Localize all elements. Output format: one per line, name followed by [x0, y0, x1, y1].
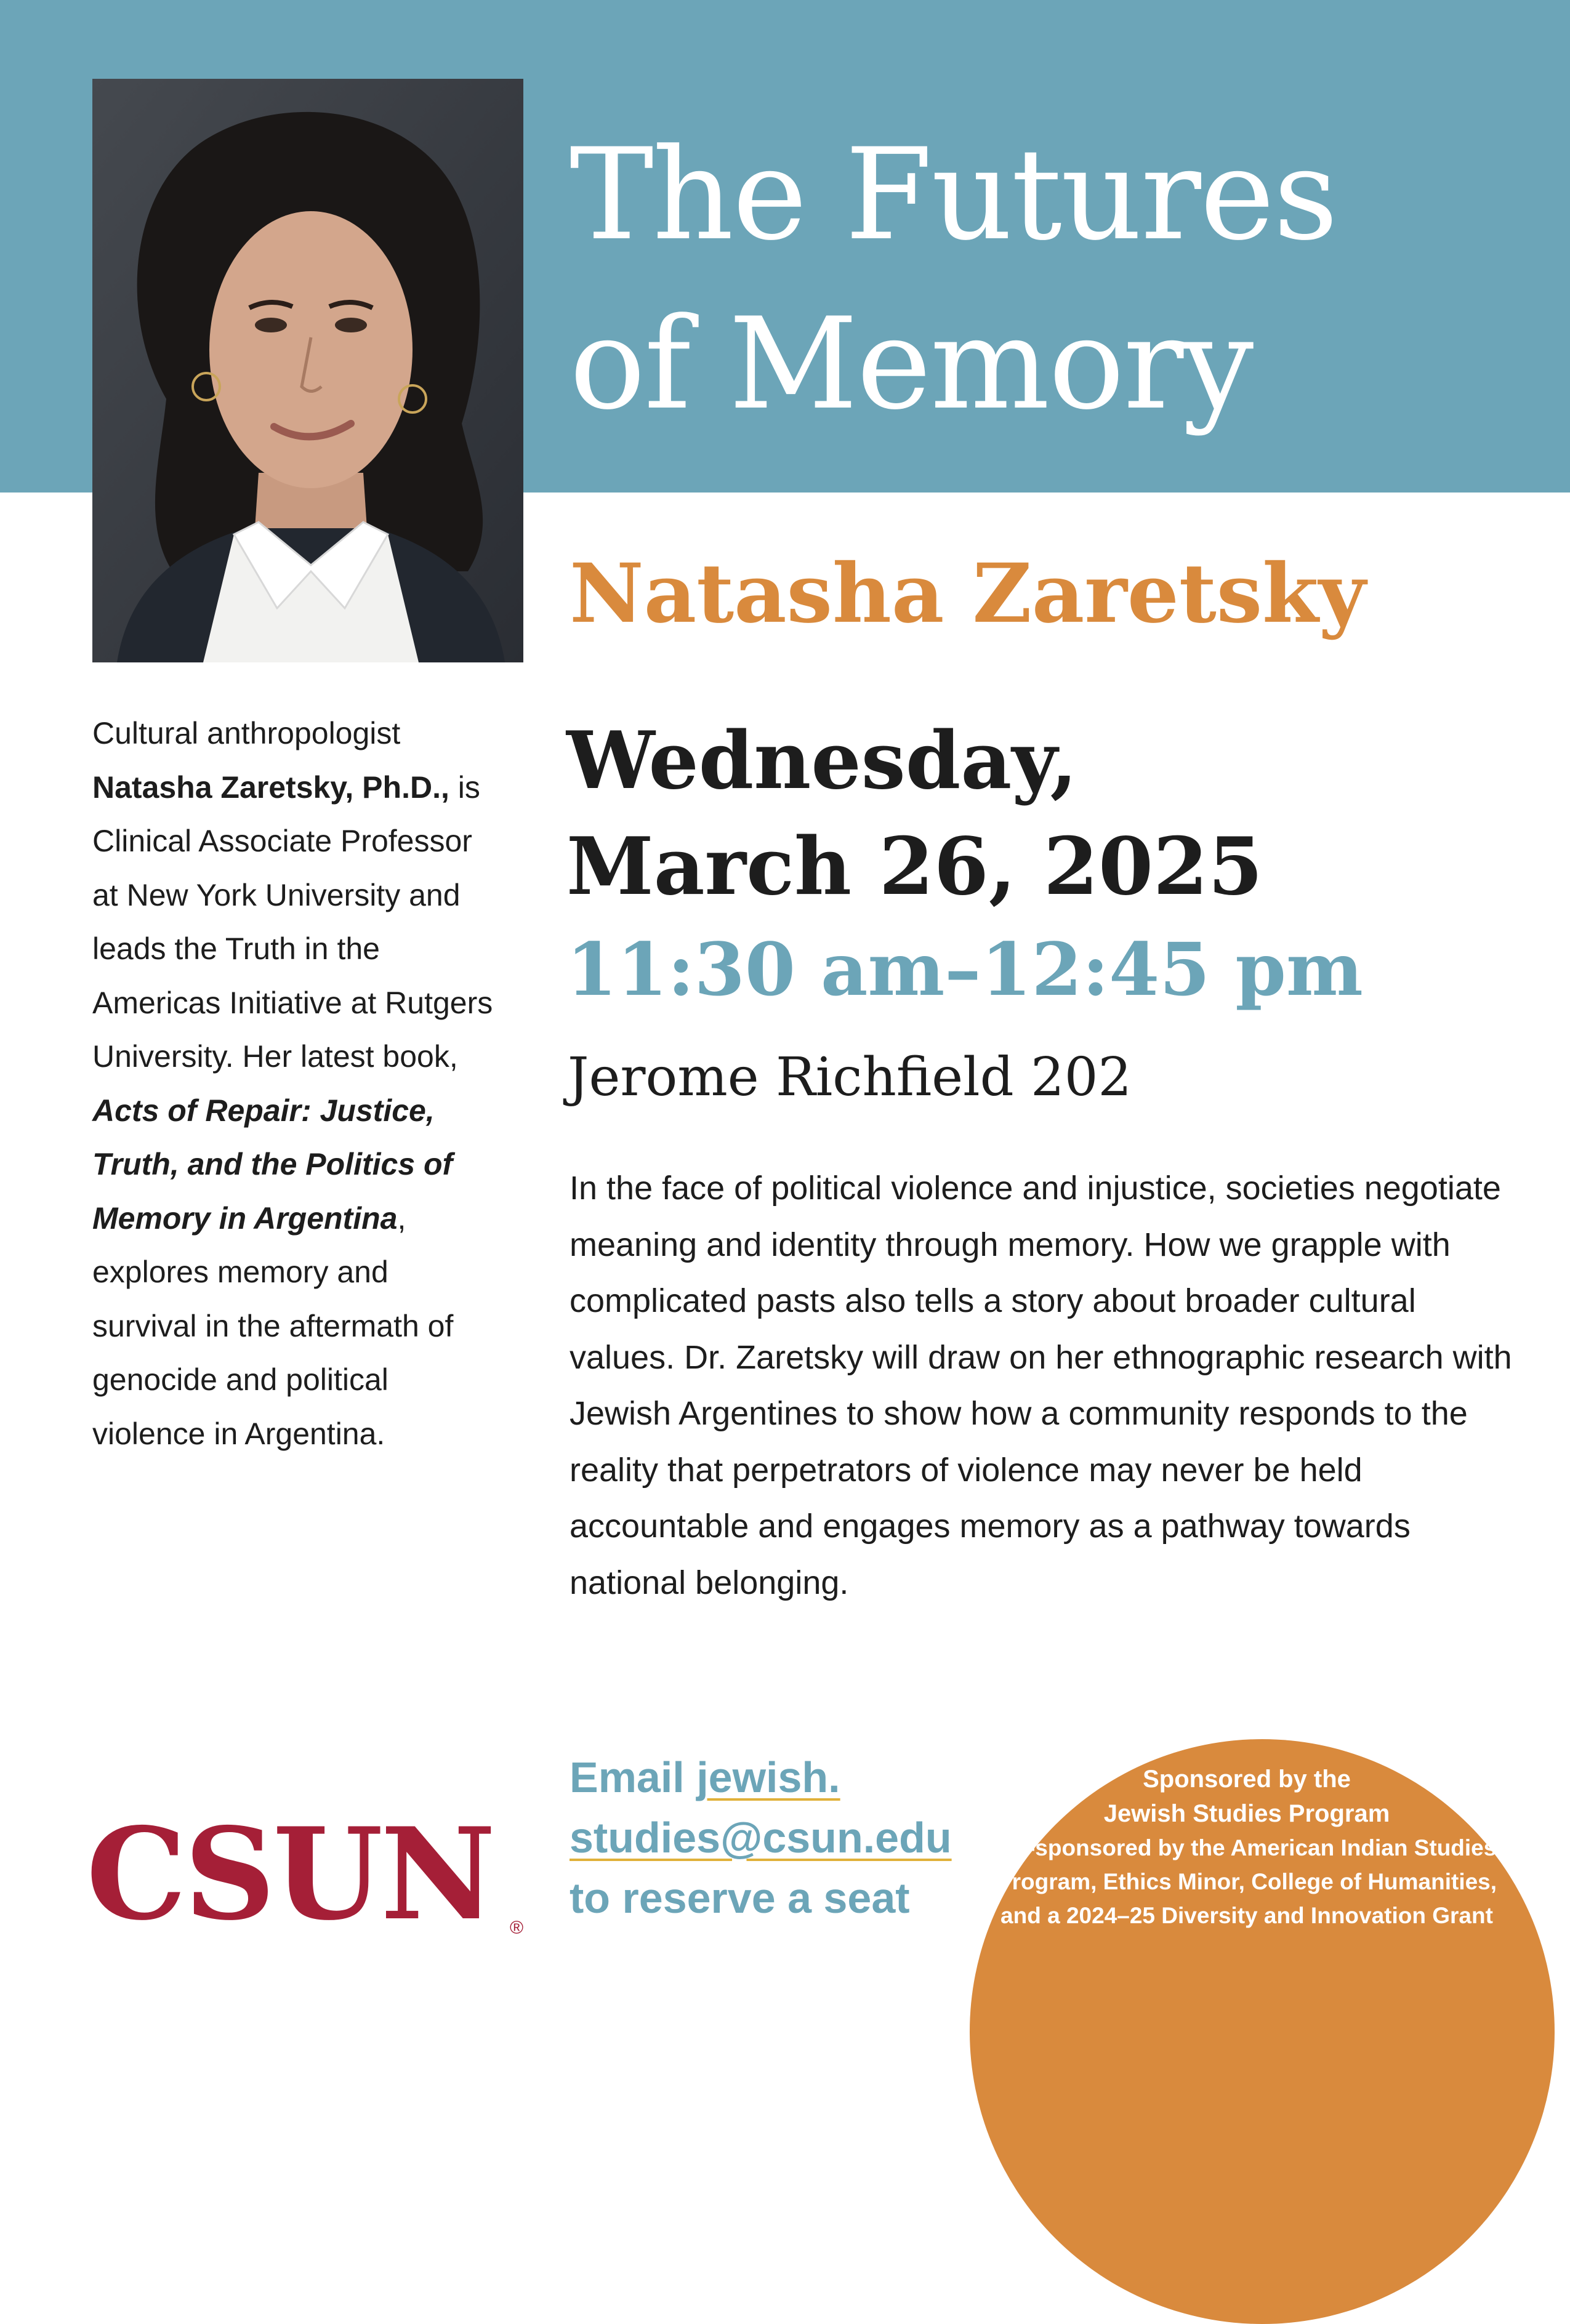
event-title [570, 111, 1530, 449]
bio-name: Natasha Zaretsky, Ph.D., [92, 770, 449, 805]
csun-logo: CSUN [86, 1801, 494, 1948]
event-description: In the face of political violence and injustice, societies negotiate meaning and identity through memory. How we grapple with complicated pasts also tells a story about broader cultural values. Dr. Zaretsky will draw on her ethnographic research with Jewish Argentines to show how a community responds to the reality that perpetrators of violence may never be held accountable and engages memory as a pathway towards national belonging. [570, 1170, 1512, 1601]
event-day: Wednesday, [566, 715, 1077, 807]
event-date-text: March 26, 2025 [566, 821, 1263, 913]
rsvp-prefix: Email [570, 1753, 697, 1801]
title-line-1: The Futures [570, 122, 1337, 268]
sponsor-line-1: Sponsored by the [1143, 1766, 1351, 1793]
speaker-photo [92, 79, 523, 662]
event-venue: Jerome Richfield 202 [568, 1047, 1132, 1108]
sponsor-line-2: Jewish Studies Program [1103, 1800, 1390, 1827]
rsvp-email-part-2: studies@csun.edu [570, 1814, 952, 1862]
bio-intro: Cultural anthropologist [92, 716, 401, 750]
registered-mark: ® [510, 1918, 524, 1938]
rsvp-suffix: to reserve a seat [570, 1874, 910, 1922]
title-line-2: of Memory [570, 291, 1253, 438]
bio-text-1: is Clinical Associate Professor at New York University and leads the Truth in the Americas Initiative at Rutgers University. Her latest book, [92, 770, 493, 1074]
bio-book-title: Acts of Repair: Justice, Truth, and the Politics of Memory in Argentina [92, 1093, 453, 1236]
rsvp-text [570, 1747, 1013, 1928]
event-time: 11:30 am–12:45 pm [566, 927, 1363, 1012]
speaker-bio [92, 707, 499, 1461]
sponsor-text [985, 1762, 1508, 1932]
rsvp-email-part-1: jewish. [696, 1753, 840, 1801]
bio-text-2: , explores memory and survival in the aftermath of genocide and political violence in Argentina. [92, 1200, 454, 1451]
speaker-name: Natasha Zaretsky [570, 546, 1366, 641]
cosponsor-text: Co-sponsored by the American Indian Studies Program, Ethics Minor, College of Humanities, and a 2024–25 Diversity and Innovation Grant [996, 1835, 1497, 1928]
event-date [566, 708, 1263, 920]
